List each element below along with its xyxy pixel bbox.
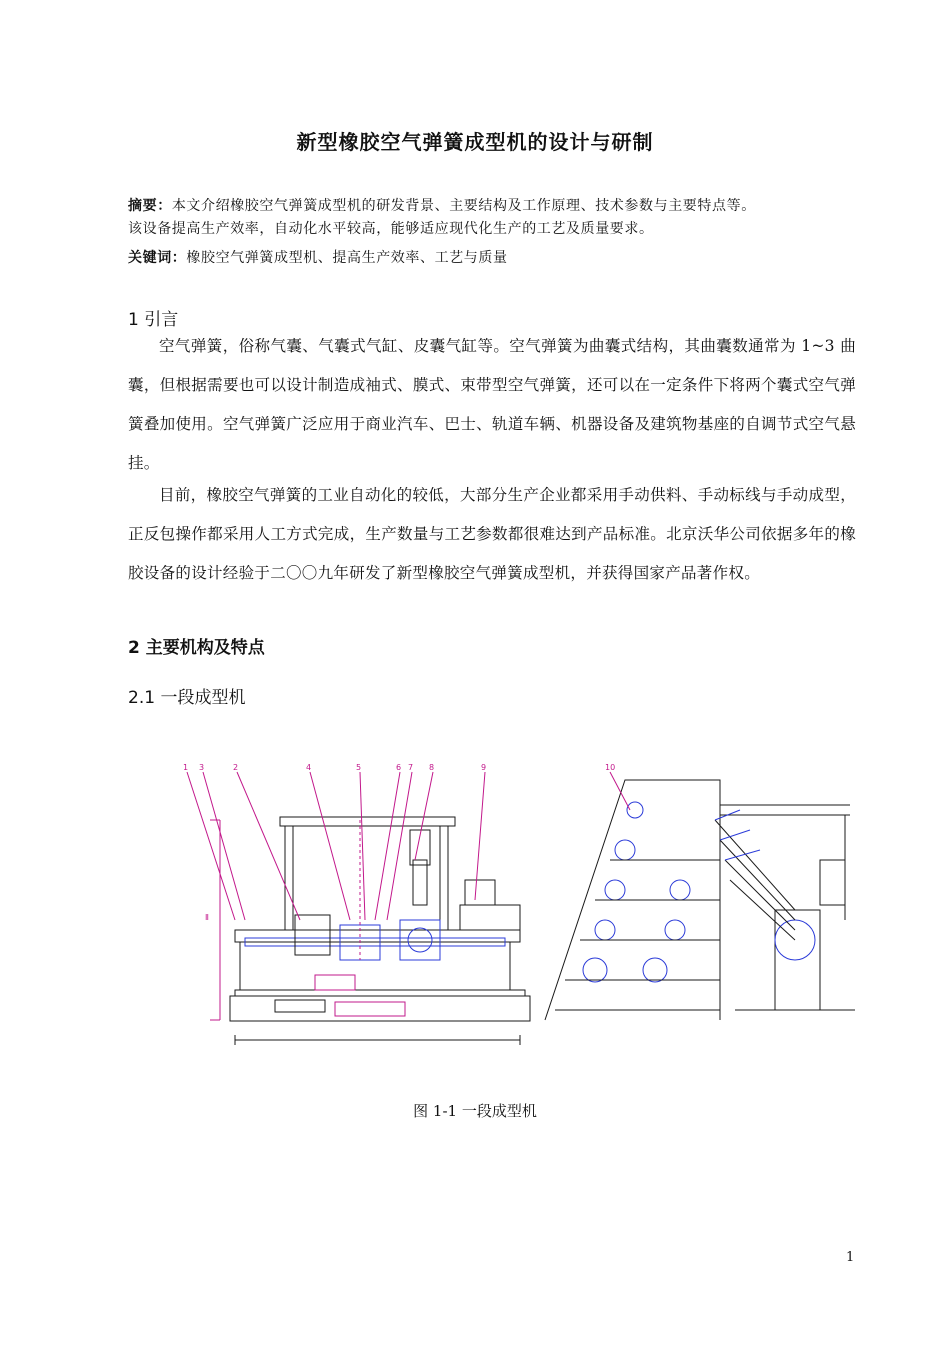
section-1-paragraph-2: 目前，橡胶空气弹簧的工业自动化的较低，大部分生产企业都采用手动供料、手动标线与手动成型，正反包操作都采用人工方式完成，生产数量与工艺参数都很难达到产品标准。北京沃华公司依据多年的橡胶设备的设计经验于二〇〇九年研发了新型橡胶空气弹簧成型机，并获得国家产品著作权。 (128, 486, 856, 582)
section-1-heading: 1 引言 (128, 310, 179, 330)
keywords-label: 关键词： (128, 250, 187, 266)
dimension-label: Ⅱ (205, 913, 209, 922)
callout-8: 8 (429, 763, 435, 772)
abstract-text-1: 本文介绍橡胶空气弹簧成型机的研发背景、主要结构及工作原理、技术参数与主要特点等。 (171, 198, 756, 214)
figure-caption: 图 1-1 一段成型机 (413, 1102, 537, 1120)
keywords-text: 橡胶空气弹簧成型机、提高生产效率、工艺与质量 (186, 250, 508, 266)
section-2-1-heading: 2.1 一段成型机 (128, 688, 246, 708)
machine-drawing (175, 760, 865, 1050)
callout-2: 2 (233, 763, 239, 772)
callout-1: 1 (183, 763, 189, 772)
callout-6: 6 (396, 763, 402, 772)
page-title: 新型橡胶空气弹簧成型机的设计与研制 (296, 130, 654, 154)
page-number: 1 (846, 1250, 855, 1265)
callout-7: 7 (408, 763, 414, 772)
callout-10: 10 (605, 763, 616, 772)
abstract (128, 195, 858, 241)
callout-4: 4 (306, 763, 312, 772)
callout-5: 5 (356, 763, 362, 772)
callout-9: 9 (481, 763, 487, 772)
keywords (128, 247, 858, 270)
callout-3: 3 (199, 763, 205, 772)
abstract-line-1 (128, 195, 858, 218)
section-1-paragraph-1: 空气弹簧，俗称气囊、气囊式气缸、皮囊气缸等。空气弹簧为曲囊式结构，其曲囊数通常为 1~3 曲囊，但根据需要也可以设计制造成袖式、膜式、束带型空气弹簧，还可以在一定条件下将两个囊式空气弹簧叠加使用。空气弹簧广泛应用于商业汽车、巴士、轨道车辆、机器设备及建筑物基座的自调节式空气悬挂。 (128, 337, 856, 472)
section-2-heading: 2 主要机构及特点 (128, 638, 265, 658)
abstract-line-2: 该设备提高生产效率，自动化水平较高，能够适应现代化生产的工艺及质量要求。 (128, 221, 654, 237)
abstract-label: 摘要： (128, 198, 172, 214)
